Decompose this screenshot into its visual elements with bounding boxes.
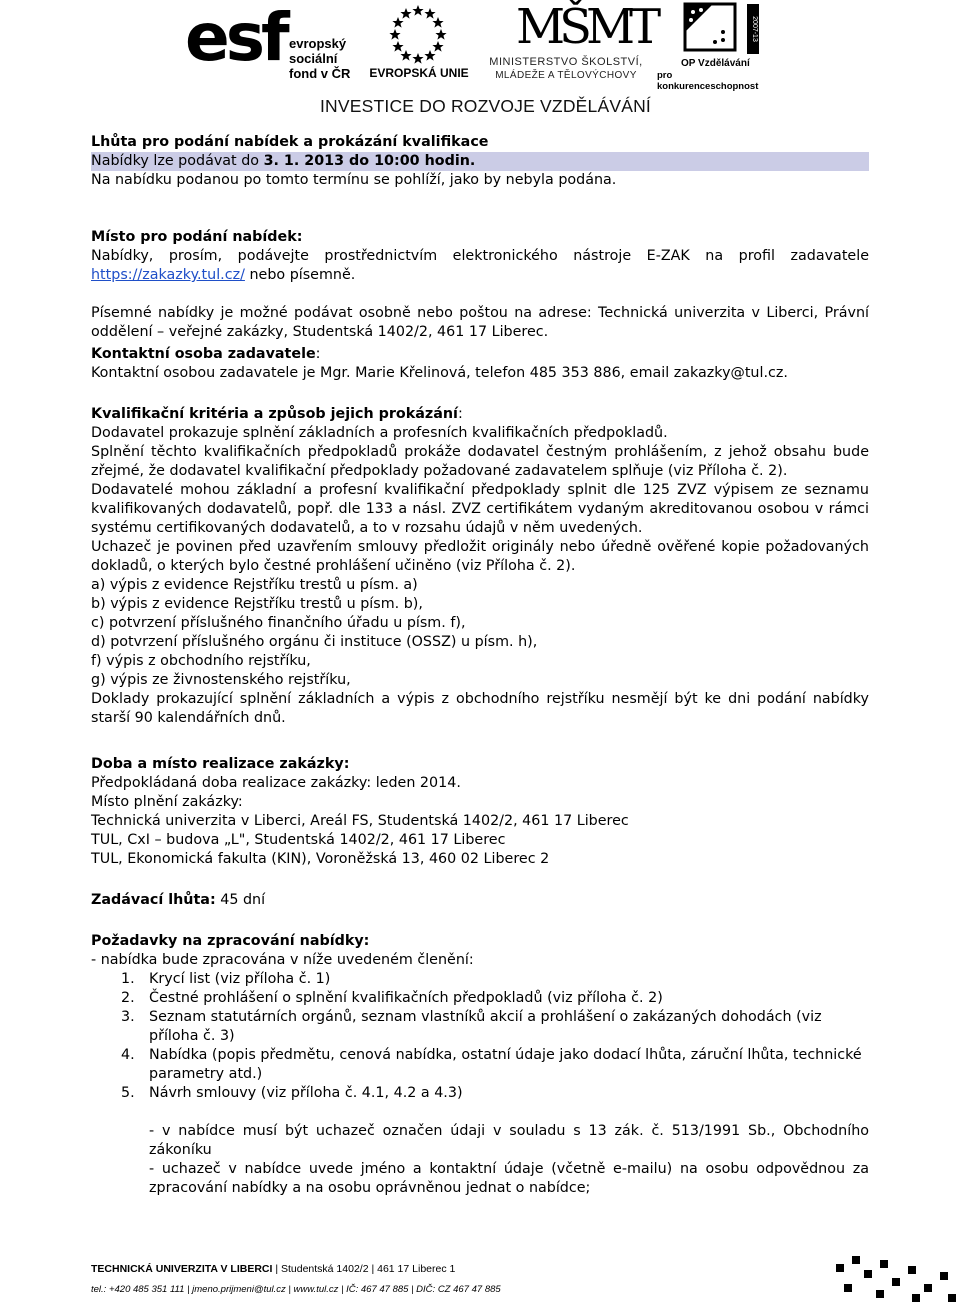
eu-stars-icon (370, 0, 466, 66)
op-logo (657, 0, 772, 92)
pozadavky-item (91, 1046, 869, 1084)
op-side-badge (747, 4, 759, 54)
op-side-text: 2007-13 (751, 16, 758, 42)
kvalifikace-p4: Uchazeč je povinen před uzavřením smlouvy předložit originály nebo úředně ověřené kopie požadovaných dokladů, o kterých bylo čestné prohlášení učiněno (viz Příloha č. 2). (91, 539, 869, 574)
kontakt-text: Kontaktní osobou zadavatele je Mgr. Marie Křelinová, telefon 485 353 886, email zakazky@tul.cz. (91, 365, 788, 381)
footer-address: | Studentská 1402/2 | 461 17 Liberec 1 (272, 1263, 456, 1275)
msmt-line1: MINISTERSTVO ŠKOLSTVÍ, (489, 56, 643, 68)
misto-paragraph: Písemné nabídky je možné podávat osobně nebo poštou na adrese: Technická univerzita v Liberci, Právní oddělení – veřejné zakázky, Studentská 1402/2, 461 17 Liberec. (91, 305, 869, 340)
pozadavky-item-text: Seznam statutárních orgánů, seznam vlastníků akcií a prohlášení o zakázaných dohodách (viz příloha č. 3) (149, 1009, 822, 1044)
lhuta-deadline-date: 3. 1. 2013 do 10:00 hodin. (263, 153, 476, 169)
op-line2: pro konkurenceschopnost (657, 70, 759, 92)
doba-line: Předpokládaná doba realizace zakázky: leden 2014. (91, 775, 461, 791)
zadavaci-lhuta-value: 45 dní (215, 892, 266, 908)
kvalifikace-item: c) potvrzení příslušného finančního úřadu u písm. f), (91, 615, 466, 631)
pozadavky-item-text: Krycí list (viz příloha č. 1) (149, 971, 331, 987)
esf-text-line: evropský (289, 36, 347, 51)
esf-mark: esf (185, 0, 286, 76)
kvalifikace-p5: Doklady prokazující splnění základních a výpis z obchodního rejstříku nesmějí být ke dni podání nabídky starší 90 kalendářních dnů. (91, 691, 869, 726)
section-pozadavky (91, 932, 869, 1198)
investice-banner: INVESTICE DO ROZVOJE VZDĚLÁVÁNÍ (320, 96, 651, 116)
kvalifikace-p1: Dodavatel prokazuje splnění základních a profesních kvalifikačních předpokladů. (91, 425, 668, 441)
op-logo-icon (683, 2, 743, 54)
eu-logo (364, 0, 470, 82)
misto-link-line (91, 266, 869, 285)
esf-text-line: fond v ČR (289, 66, 351, 81)
header-logos (0, 0, 960, 125)
lhuta-title: Lhůta pro podání nabídek a prokázání kvalifikace (91, 134, 489, 150)
pozadavky-item (91, 989, 869, 1008)
pozadavky-item (91, 1084, 869, 1103)
zadavaci-lhuta-label: Zadávací lhůta: (91, 892, 216, 908)
kvalifikace-colon: : (457, 406, 463, 422)
msmt-mark: MŠMT (516, 0, 656, 55)
lhuta-deadline (91, 152, 869, 171)
kontakt-title: Kontaktní osoba zadavatele (91, 346, 316, 362)
pozadavky-dash: - uchazeč v nabídce uvede jméno a kontaktní údaje (včetně e-mailu) na osobu odpovědnou za zpracování nabídky a na osobu oprávněnou jednat o nabídce; (149, 1161, 869, 1196)
kvalifikace-item: g) výpis ze živnostenského rejstříku, (91, 672, 351, 688)
kvalifikace-p3: Dodavatelé mohou základní a profesní kvalifikační předpoklady splnit dle 125 ZVZ výpisem ze seznamu kvalifikovaných dodavatelů, popř. dle 133 a násl. ZVZ certifikátem vydaným akreditovanou osobou v rámci systému certifikovaných dodavatelů, a to v rozsahu údajů v něm uvedených. (91, 482, 869, 536)
lhuta-deadline-pre: Nabídky lze podávat do (91, 153, 264, 169)
lhuta-note: Na nabídku podanou po tomto termínu se pohlíží, jako by nebyla podána. (91, 172, 617, 188)
doba-title: Doba a místo realizace zakázky: (91, 756, 350, 772)
misto-text: Nabídky, prosím, podávejte prostřednictvím elektronického nástroje E-ZAK na profil zadavatele (91, 248, 869, 264)
kvalifikace-item: d) potvrzení příslušného orgánu či instituce (OSSZ) u písm. h), (91, 634, 538, 650)
section-kontakt (91, 345, 869, 383)
footer-corner-graphic (824, 1250, 960, 1304)
op-line1: OP Vzdělávání (681, 58, 750, 69)
pozadavky-intro: - nabídka bude zpracována v níže uvedeném členění: (91, 952, 474, 968)
pozadavky-list (91, 970, 869, 1103)
section-zadavaci-lhuta (91, 891, 869, 910)
zadavaci-lhuta-line (91, 891, 869, 910)
misto-title: Místo pro podání nabídek: (91, 229, 303, 245)
pozadavky-item-number: 4. (121, 1047, 135, 1063)
pozadavky-item-number: 5. (121, 1085, 135, 1101)
pozadavky-dash: - v nabídce musí být uchazeč označen údaji v souladu s 13 zák. č. 513/1991 Sb., Obchodního zákoníku (149, 1123, 869, 1158)
esf-logo (185, 0, 360, 86)
pozadavky-title: Požadavky na zpracování nabídky: (91, 933, 370, 949)
misto-after-link: nebo písemně. (244, 267, 356, 283)
section-kvalifikace (91, 405, 869, 728)
section-lhuta (91, 133, 869, 190)
doba-line: TUL, Ekonomická fakulta (KIN), Voroněžská 13, 460 02 Liberec 2 (91, 851, 550, 867)
kontakt-colon: : (315, 346, 321, 362)
footer-contacts: tel.: +420 485 351 111 | jmeno.prijmeni@tul.cz | www.tul.cz | IČ: 467 47 885 | DIČ: CZ 467 47 885 (91, 1284, 501, 1295)
section-misto (91, 228, 869, 342)
pozadavky-item-number: 3. (121, 1009, 135, 1025)
section-doba (91, 755, 869, 869)
pozadavky-item-number: 1. (121, 971, 135, 987)
pozadavky-item (91, 970, 869, 989)
pozadavky-item-text: Návrh smlouvy (viz příloha č. 4.1, 4.2 a 4.3) (149, 1085, 463, 1101)
doba-line: Místo plnění zakázky: (91, 794, 243, 810)
pozadavky-dashes (91, 1122, 869, 1198)
kvalifikace-item: b) výpis z evidence Rejstříku trestů u písm. b), (91, 596, 423, 612)
pozadavky-item-text: Nabídka (popis předmětu, cenová nabídka, ostatní údaje jako dodací lhůta, záruční lhůta, technické parametry atd.) (149, 1047, 862, 1082)
eu-label: EVROPSKÁ UNIE (369, 66, 469, 80)
ezak-link[interactable]: https://zakazky.tul.cz/ (91, 267, 245, 283)
kvalifikace-item: a) výpis z evidence Rejstříku trestů u písm. a) (91, 577, 418, 593)
kvalifikace-item: f) výpis z obchodního rejstříku, (91, 653, 311, 669)
kvalifikace-p2: Splnění těchto kvalifikačních předpokladů prokáže dodavatel čestným prohlášením, z jehož obsahu bude zřejmé, že dodavatel kvalifikační předpoklady požadované zadavatelem splňuje (viz Příloha č. 2). (91, 444, 869, 479)
kontakt-title-line (91, 345, 869, 364)
pozadavky-item-number: 2. (121, 990, 135, 1006)
doba-line: TUL, CxI – budova „L", Studentská 1402/2, 461 17 Liberec (91, 832, 506, 848)
doba-line: Technická univerzita v Liberci, Areál FS, Studentská 1402/2, 461 17 Liberec (91, 813, 629, 829)
footer-org-line (91, 1263, 455, 1275)
pozadavky-item-text: Čestné prohlášení o splnění kvalifikačních předpokladů (viz příloha č. 2) (149, 990, 663, 1006)
msmt-logo (476, 0, 654, 84)
esf-text (289, 36, 350, 81)
esf-text-line: sociální (289, 51, 338, 66)
kvalifikace-title-line (91, 405, 869, 424)
footer-org: TECHNICKÁ UNIVERZITA V LIBERCI (91, 1263, 273, 1275)
msmt-line2: MLÁDEŽE A TĚLOVÝCHOVY (495, 70, 637, 81)
kvalifikace-title: Kvalifikační kritéria a způsob jejich prokázání (91, 406, 458, 422)
pozadavky-item (91, 1008, 869, 1046)
